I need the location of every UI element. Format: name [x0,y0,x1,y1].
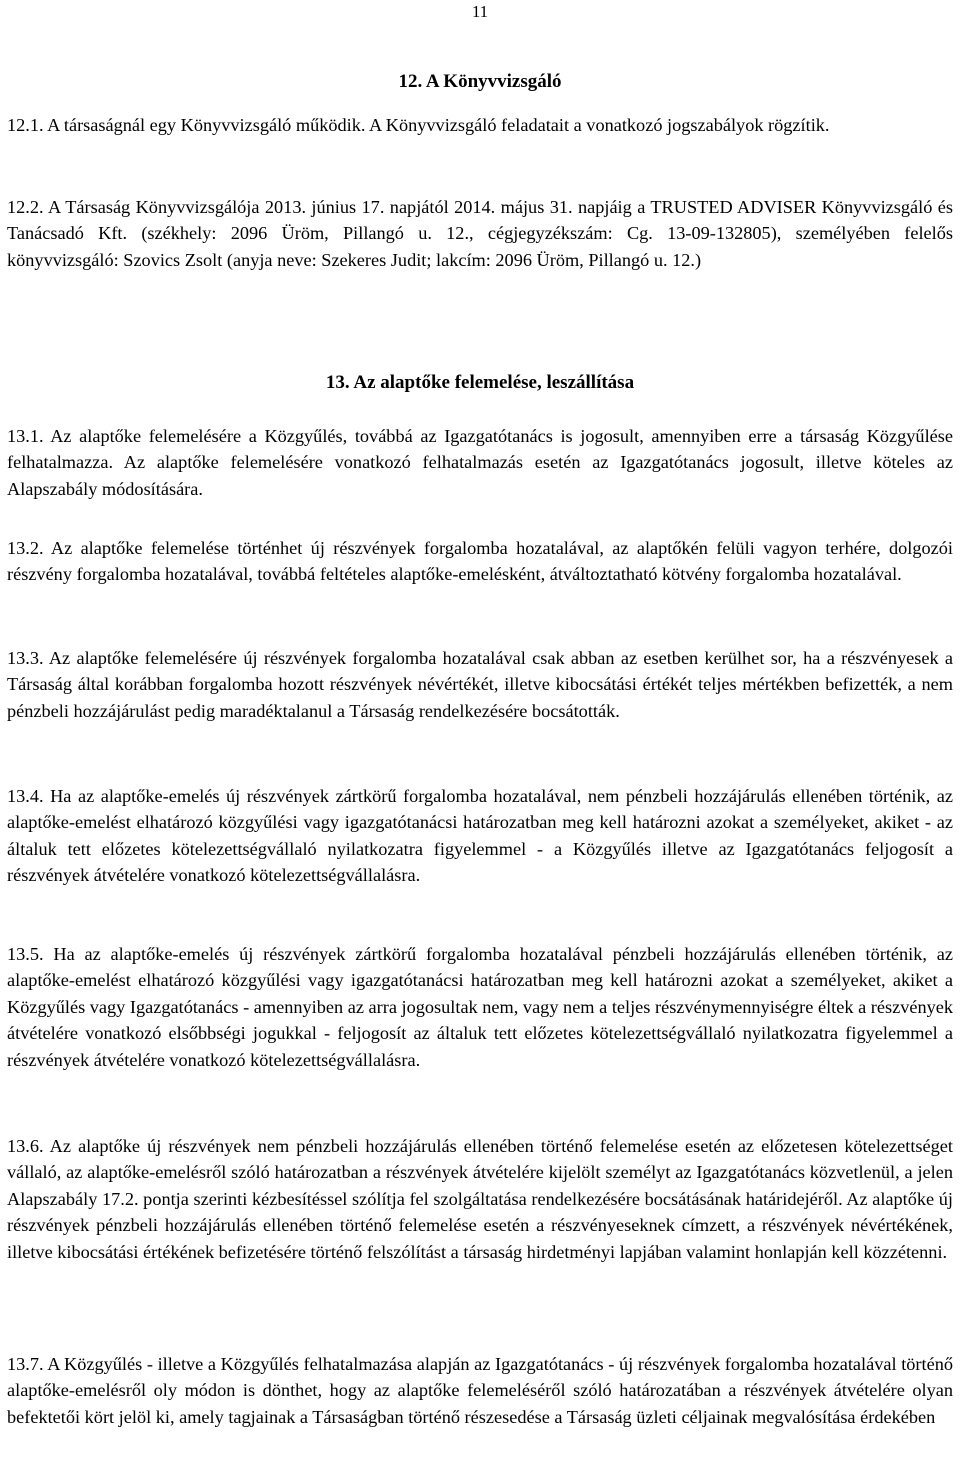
paragraph-number: 12.1. [7,115,44,135]
paragraph-13-6 [7,1133,953,1265]
paragraph-text: Ha az alaptőke-emelés új részvények zártkörű forgalomba hozatalával, nem pénzbeli hozzájárulás ellenében történik, az alaptőke-emelést elhatározó közgyűlési vagy igazgatótanácsi határozatban meg kell határozni azokat a személyeket, akiket - az általuk tett előzetes kötelezettségvállaló nyilatkozatra figyelemmel - a Közgyűlés illetve az Igazgatótanács feljogosít a részvények átvételére vonatkozó kötelezettségvállalásra. [7,786,953,886]
paragraph-12-2 [7,194,953,273]
paragraph-13-1 [7,423,953,502]
paragraph-text: A Közgyűlés - illetve a Közgyűlés felhatalmazása alapján az Igazgatótanács - új részvények forgalomba hozatalával történő alaptőke-emelésről oly módon is dönthet, hogy az alaptőke felemeléséről szóló határozatában a részvények átvételére olyan befektetői kört jelöl ki, amely tagjainak a Társaságban történő részesedése a Társaság üzleti céljainak megvalósítása érdekében [7,1354,953,1427]
paragraph-number: 13.2. [7,538,44,558]
paragraph-number: 13.5. [7,944,44,964]
paragraph-text: A Társaság Könyvvizsgálója 2013. június 17. napjától 2014. május 31. napjáig a TRUSTED ADVISER Könyvvizsgáló és Tanácsadó Kft. (székhely: 2096 Üröm, Pillangó u. 12., cégjegyzékszám: Cg. 13-09-132805), személyében felelős könyvvizsgáló: Szovics Zsolt (anyja neve: Szekeres Judit; lakcím: 2096 Üröm, Pillangó u. 12.) [7,197,953,270]
paragraph-13-4 [7,783,953,889]
paragraph-text: Az alaptőke új részvények nem pénzbeli hozzájárulás ellenében történő felemelése esetén az előzetesen kötelezettséget vállaló, az alaptőke-emelésről szóló határozatban a részvények átvételére kijelölt személyt az Igazgatótanács közvetlenül, a jelen Alapszabály 17.2. pontja szerinti kézbesítéssel szólítja fel szolgáltatása rendelkezésére bocsátásának határidejéről. Az alaptőke új részvények pénzbeli hozzájárulás ellenében történő felemelése esetén a részvényeseknek címzett, a részvények névértékének, illetve kibocsátási értékének befizetésére történő felszólítást a társaság hirdetményi lapjában valamint honlapján kell közzétenni. [7,1136,953,1262]
page-number: 11 [471,2,489,21]
paragraph-number: 13.6. [7,1136,44,1156]
paragraph-number: 13.3. [7,648,44,668]
section-heading-13: 13. Az alaptőke felemelése, leszállítása [325,372,635,393]
paragraph-text: Az alaptőke felemelésére új részvények forgalomba hozatalával csak abban az esetben kerülhet sor, ha a részvényesek a Társaság által korábban forgalomba hozott részvények névértékét, illetve kibocsátási értékét teljes mértékben befizették, a nem pénzbeli hozzájárulást pedig maradéktalanul a Társaság rendelkezésére bocsátották. [7,648,953,721]
paragraph-number: 13.7. [7,1354,44,1374]
paragraph-text: A társaságnál egy Könyvvizsgáló működik. A Könyvvizsgáló feladatait a vonatkozó jogszabályok rögzítik. [43,115,830,135]
paragraph-number: 12.2. [7,197,44,217]
paragraph-number: 13.1. [7,426,44,446]
section-heading-12: 12. A Könyvvizsgáló [398,71,562,92]
paragraph-text: Az alaptőke felemelése történhet új részvények forgalomba hozatalával, az alaptőkén felüli vagyon terhére, dolgozói részvény forgalomba hozatalával, továbbá feltételes alaptőke-emelésként, átváltoztatható kötvény forgalomba hozatalával. [7,538,953,585]
paragraph-13-2 [7,535,953,588]
paragraph-12-1 [7,112,953,138]
paragraph-13-7 [7,1351,953,1430]
paragraph-text: Ha az alaptőke-emelés új részvények zártkörű forgalomba hozatalával pénzbeli hozzájárulás ellenében történik, az alaptőke-emelést elhatározó közgyűlési vagy igazgatótanácsi határozatban meg kell határozni azokat a személyeket, akiket a Közgyűlés vagy Igazgatótanács - amennyiben az arra jogosultak nem, vagy nem a teljes részvénymennyiségre éltek a részvények átvételére vonatkozó elsőbbségi jogukkal - feljogosít az általuk tett előzetes kötelezettségvállaló nyilatkozatra figyelemmel a részvények átvételére vonatkozó kötelezettségvállalásra. [7,944,953,1070]
paragraph-number: 13.4. [7,786,44,806]
paragraph-text: Az alaptőke felemelésére a Közgyűlés, továbbá az Igazgatótanács is jogosult, amennyiben erre a társaság Közgyűlése felhatalmazza. Az alaptőke felemelésére vonatkozó felhatalmazás esetén az Igazgatótanács jogosult, illetve köteles az Alapszabály módosítására. [7,426,953,499]
paragraph-13-3 [7,645,953,724]
paragraph-13-5 [7,941,953,1073]
